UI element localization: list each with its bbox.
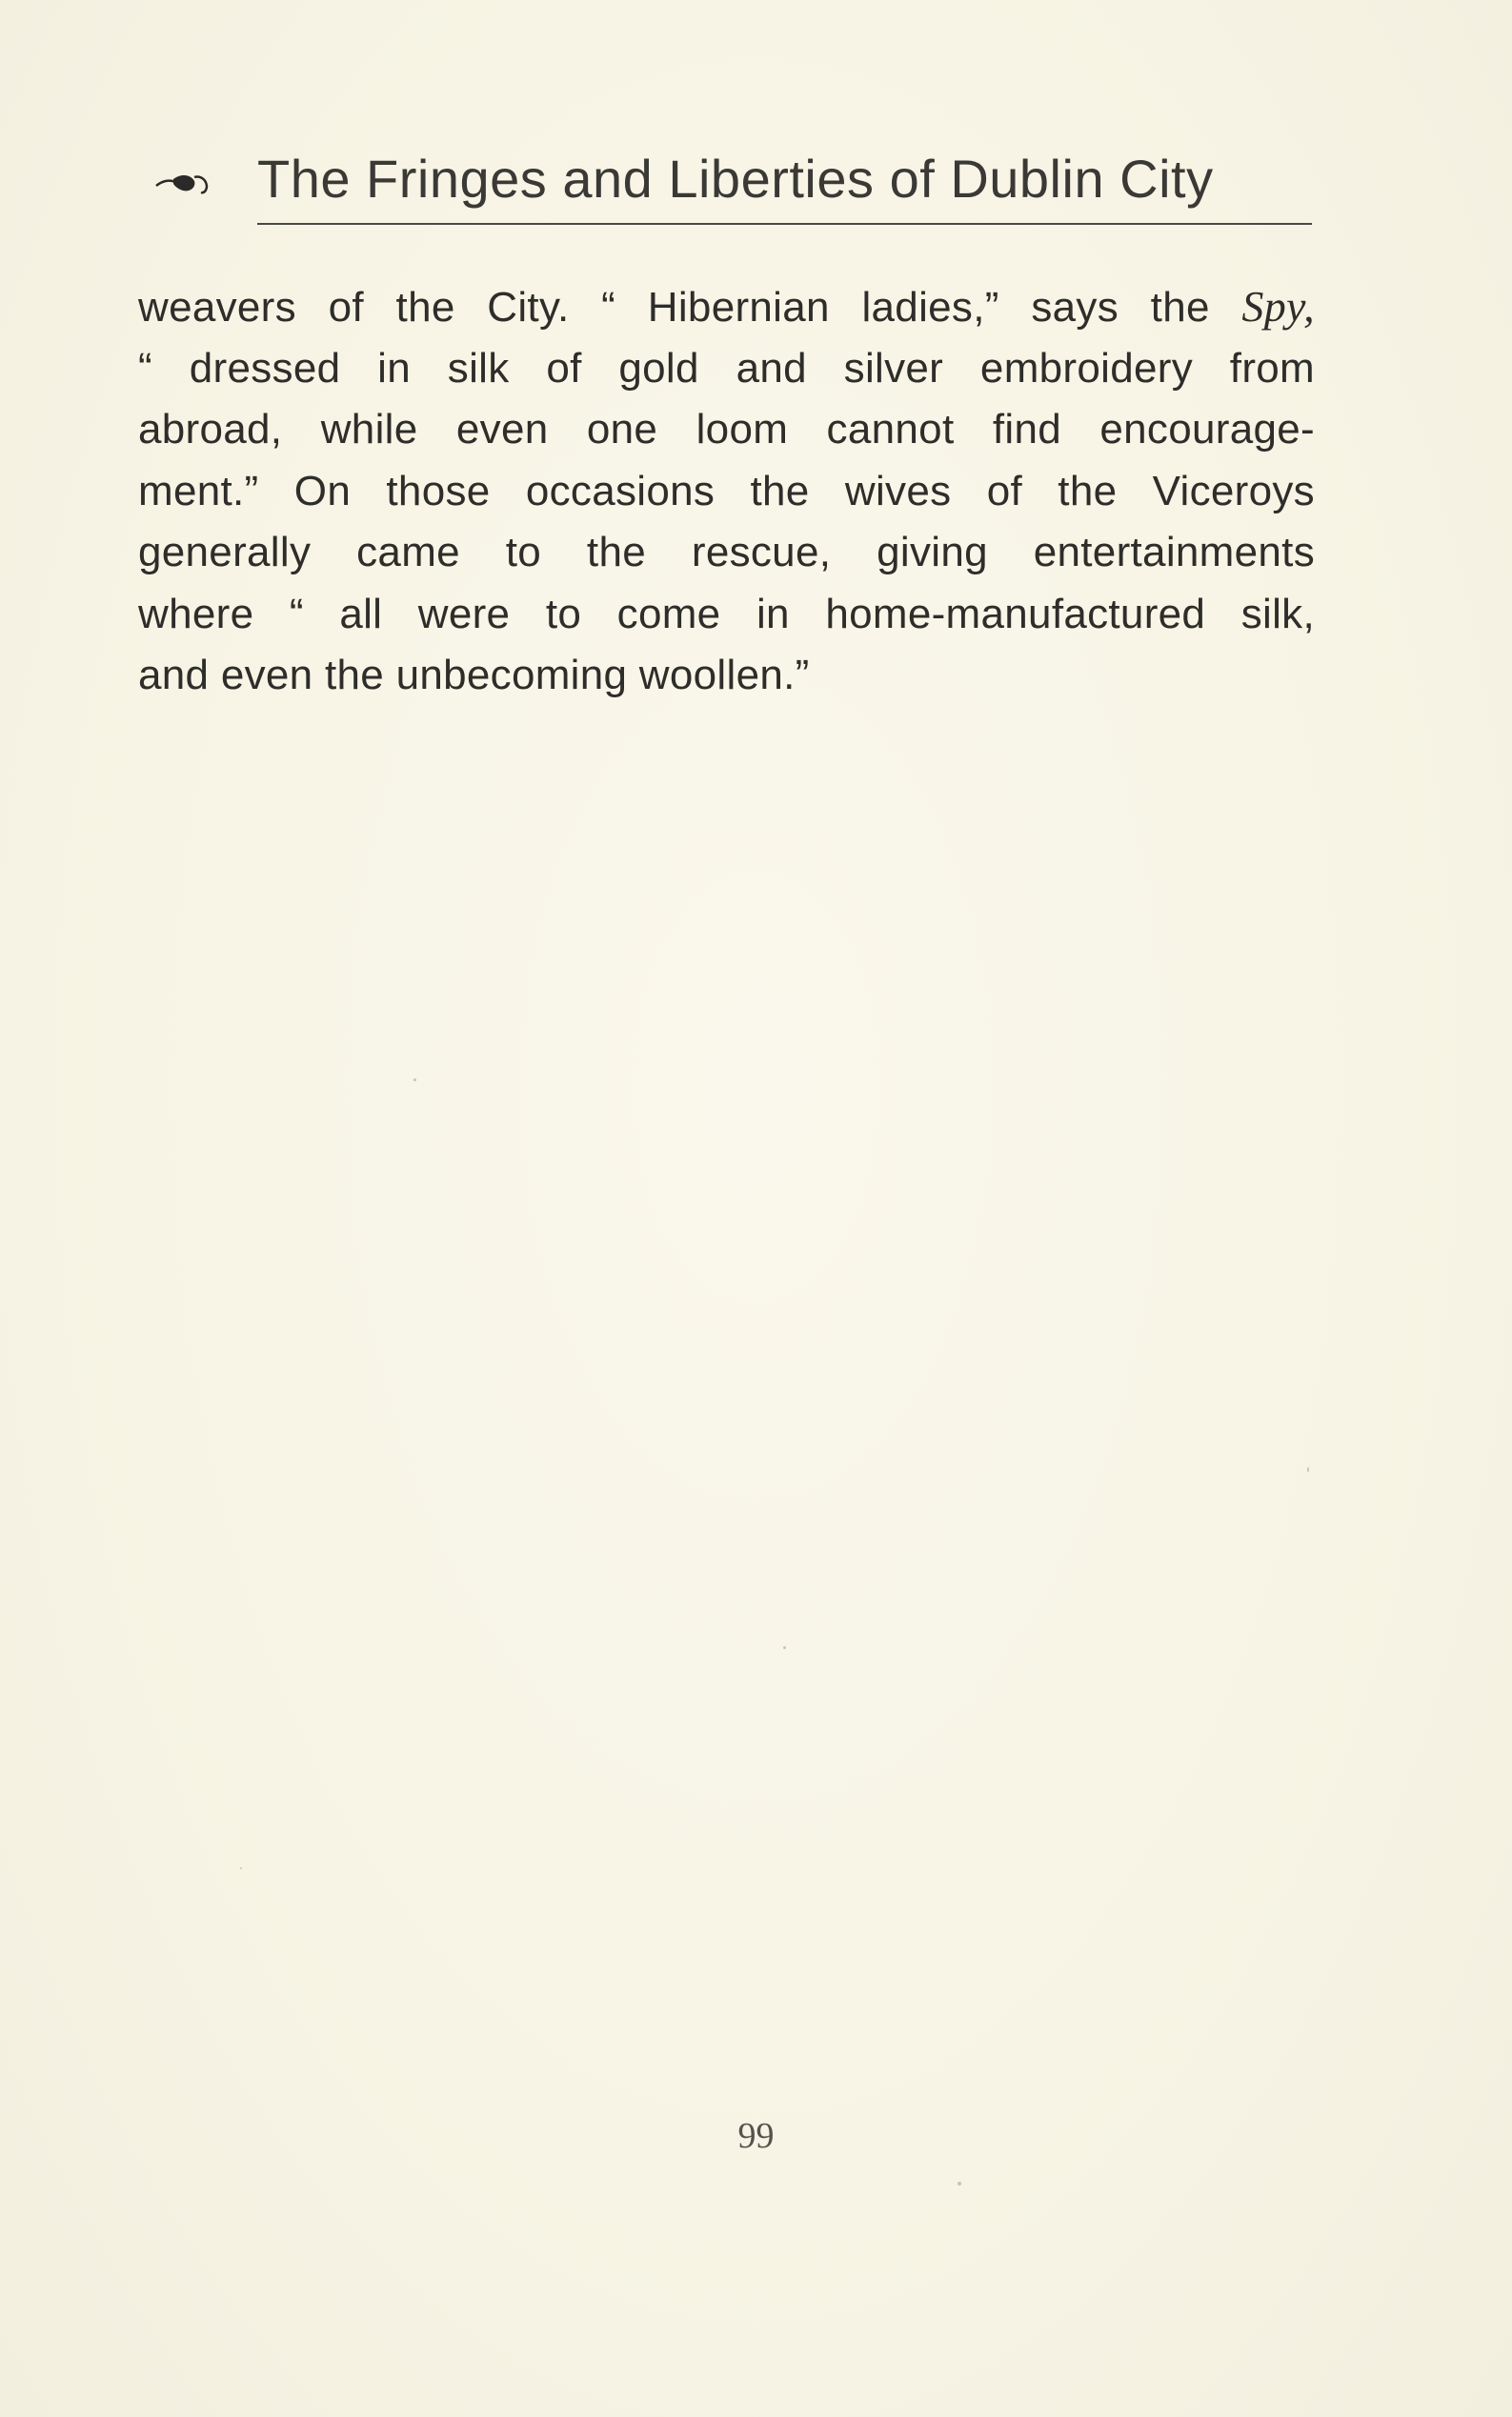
running-title: The Fringes and Liberties of Dublin City (257, 149, 1214, 209)
paper-speck (958, 2182, 961, 2185)
running-header (154, 143, 1312, 229)
text-line (138, 399, 1315, 461)
header-rule (257, 223, 1312, 225)
paper-speck (783, 1646, 786, 1649)
text-line (138, 461, 1315, 523)
publication-title: Spy, (1241, 282, 1315, 331)
text-line-roman: “ dressed in silk of gold and silver embroidery from (138, 344, 1315, 392)
pointing-hand-icon (154, 170, 212, 198)
text-line (138, 584, 1315, 646)
text-line (138, 522, 1315, 584)
text-line-roman: weavers of the City. “ Hibernian ladies,” says the (138, 284, 1242, 331)
text-line-roman: ment.” On those occasions the wives of the Viceroys (138, 467, 1315, 514)
text-line (138, 645, 1315, 707)
body-paragraph (138, 276, 1315, 707)
paper-speck (413, 1078, 416, 1081)
text-line-roman: abroad, while even one loom cannot find encourage- (138, 406, 1315, 453)
text-line-roman: and even the unbecoming woollen.” (138, 652, 810, 698)
page-number: 99 (737, 2116, 775, 2156)
text-line (138, 338, 1315, 400)
text-line-roman: generally came to the rescue, giving entertainments (138, 529, 1315, 575)
paper-speck (1307, 1467, 1309, 1472)
paper-speck (240, 1867, 242, 1869)
text-line (138, 276, 1315, 338)
text-line-roman: where “ all were to come in home-manufactured silk, (138, 590, 1315, 637)
